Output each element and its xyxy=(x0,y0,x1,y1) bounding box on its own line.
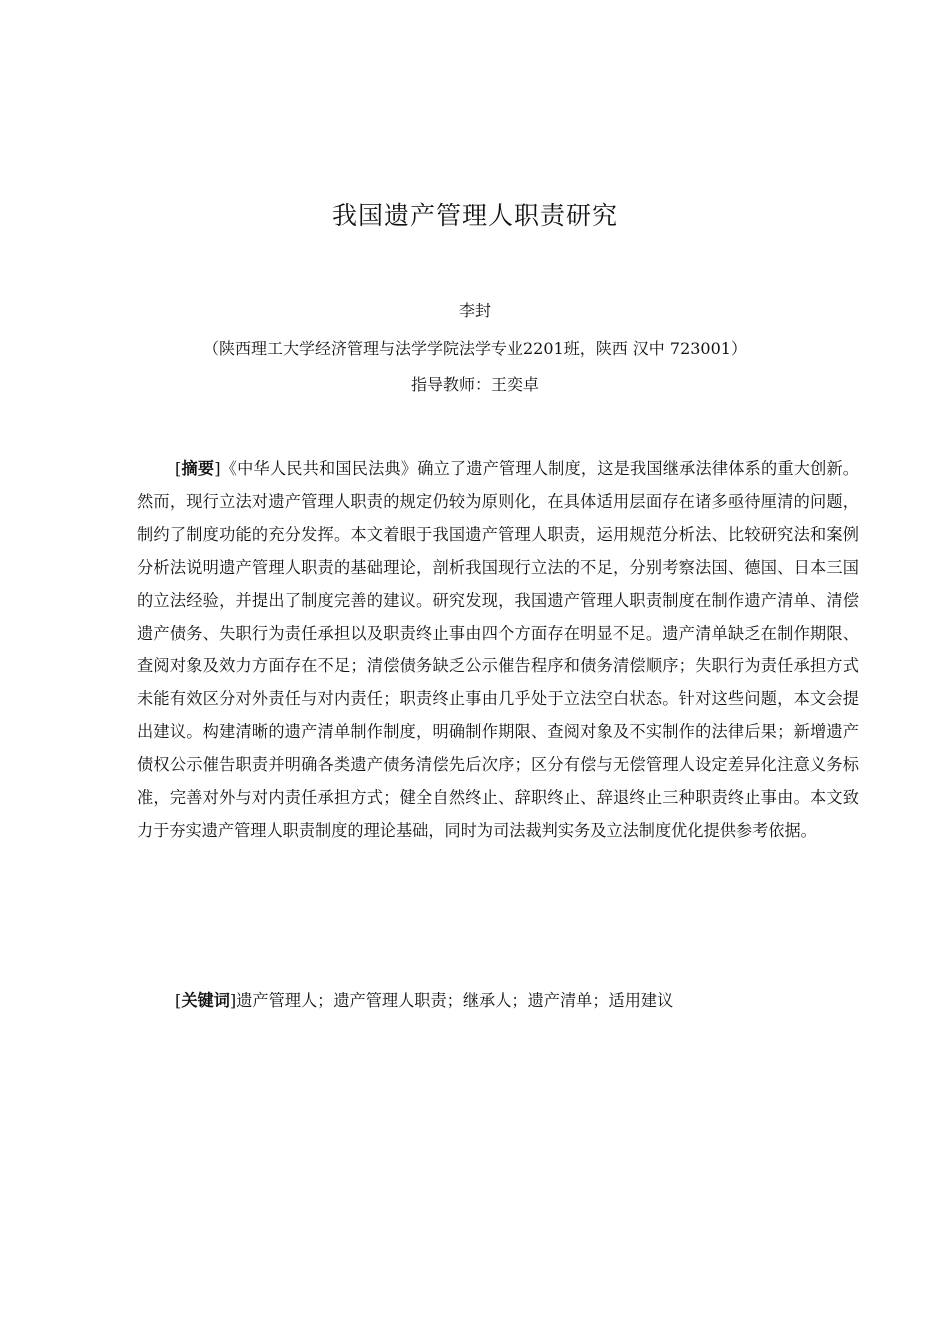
keywords-bracket-close: ] xyxy=(229,991,237,1010)
abstract-paragraph xyxy=(137,453,859,848)
abstract-bracket-open: [ xyxy=(175,459,182,478)
author-name: 李封 xyxy=(458,301,491,320)
author-affiliation: （陕西理工大学经济管理与法学学院法学专业2201班，陕西 汉中 723001） xyxy=(203,339,747,358)
keywords-paragraph xyxy=(137,985,859,1018)
keywords-label: 关键词 xyxy=(181,991,230,1010)
abstract-text: 《中华人民共和国民法典》确立了遗产管理人制度，这是我国继承法律体系的重大创新。然而，现行立法对遗产管理人职责的规定仍较为原则化，在具体适用层面存在诸多亟待厘清的问题，制约了制度功能的充分发挥。本文着眼于我国遗产管理人职责，运用规范分析法、比较研究法和案例分析法说明遗产管理人职责的基础理论，剖析我国现行立法的不足，分别考察法国、德国、日本三国的立法经验，并提出了制度完善的建议。研究发现，我国遗产管理人职责制度在制作遗产清单、清偿遗产债务、失职行为责任承担以及职责终止事由四个方面存在明显不足。遗产清单缺乏在制作期限、查阅对象及效力方面存在不足；清偿债务缺乏公示催告程序和债务清偿顺序；失职行为责任承担方式未能有效区分对外责任与对内责任；职责终止事由几乎处于立法空白状态。针对这些问题，本文会提出建议。构建清晰的遗产清单制作制度，明确制作期限、查阅对象及不实制作的法律后果；新增遗产债权公示催告职责并明确各类遗产债务清偿先后次序；区分有偿与无偿管理人设定差异化注意义务标准，完善对外与对内责任承担方式；健全自然终止、辞职终止、辞退终止三种职责终止事由。本文致力于夯实遗产管理人职责制度的理论基础，同时为司法裁判实务及立法制度优化提供参考依据。 xyxy=(137,459,859,840)
paper-title: 我国遗产管理人职责研究 xyxy=(331,201,618,230)
abstract-label: 摘要 xyxy=(181,459,215,478)
advisor-line: 指导教师：王奕卓 xyxy=(410,375,539,394)
abstract-bracket-close: ] xyxy=(214,459,221,478)
keywords-text: 遗产管理人；遗产管理人职责；继承人；遗产清单；适用建议 xyxy=(236,991,674,1010)
keywords-bracket-open: [ xyxy=(175,991,182,1010)
